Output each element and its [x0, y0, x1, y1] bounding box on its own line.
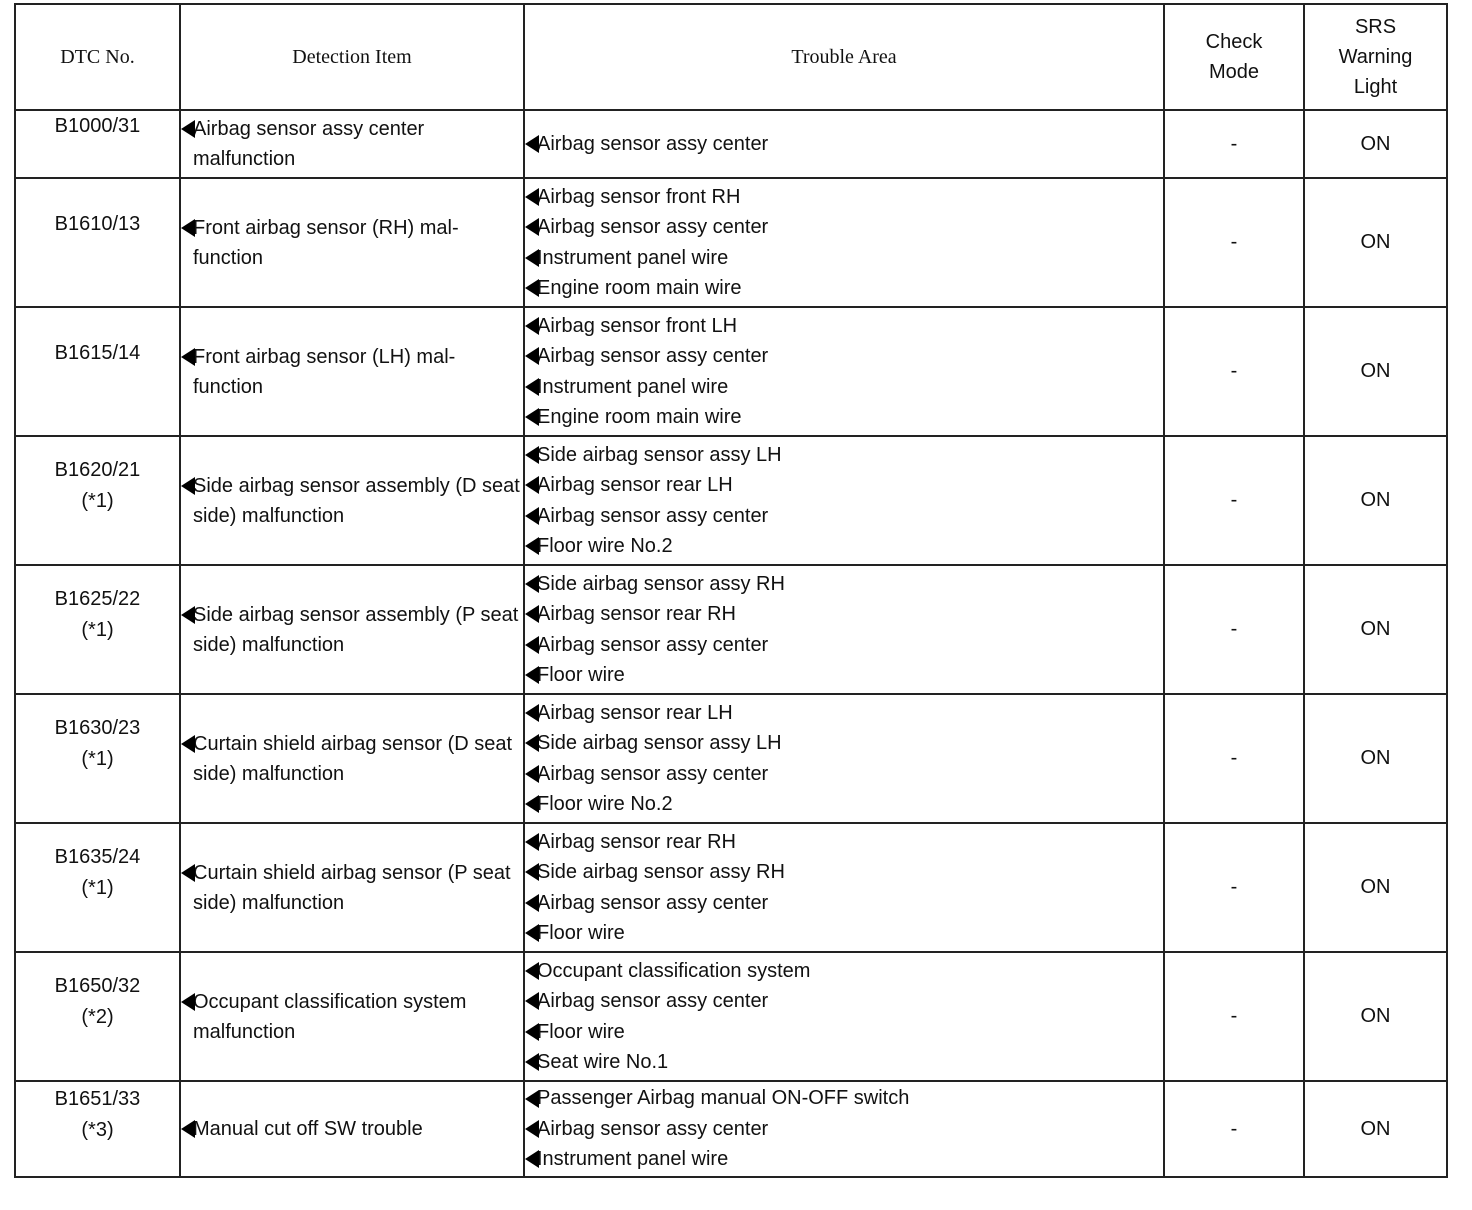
dtc-code-cell	[15, 178, 180, 307]
srs-light-cell	[1304, 307, 1447, 436]
trouble-area-item: Seat wire No.1	[525, 1047, 1163, 1077]
dtc-code: B1651/33	[54, 1088, 141, 1110]
srs-light-value: ON	[1360, 876, 1391, 898]
srs-light-cell	[1304, 1081, 1447, 1177]
trouble-area-item: Occupant classification system	[525, 956, 1163, 986]
dtc-code: B1610/13	[54, 213, 141, 235]
dtc-note: (*1)	[81, 490, 114, 512]
dtc-code-cell	[15, 823, 180, 952]
dtc-code: B1615/14	[54, 342, 141, 364]
dtc-code-cell	[15, 952, 180, 1081]
trouble-area-item: Floor wire No.2	[525, 531, 1163, 561]
detection-item-cell	[180, 823, 524, 952]
check-mode-value: -	[1230, 360, 1238, 382]
detection-item-cell	[180, 694, 524, 823]
check-mode-value: -	[1230, 876, 1238, 898]
trouble-area-cell	[524, 110, 1164, 178]
detection-item-cell	[180, 110, 524, 178]
trouble-area-item: Floor wire	[525, 660, 1163, 690]
check-mode-value: -	[1230, 747, 1238, 769]
trouble-area-cell	[524, 178, 1164, 307]
check-mode-value: -	[1230, 132, 1238, 155]
detection-item: Curtain shield airbag sensor (D seat side) malfunction	[181, 729, 523, 789]
srs-light-cell	[1304, 110, 1447, 178]
check-mode-cell	[1164, 952, 1304, 1081]
detection-item-cell	[180, 952, 524, 1081]
srs-light-value: ON	[1360, 489, 1391, 511]
dtc-code: B1000/31	[54, 115, 141, 137]
trouble-area-item: Side airbag sensor assy RH	[525, 857, 1163, 887]
table-row	[15, 1081, 1447, 1177]
trouble-area-cell	[524, 823, 1164, 952]
check-mode-cell	[1164, 307, 1304, 436]
table-row	[15, 823, 1447, 952]
srs-light-value: ON	[1360, 618, 1391, 640]
trouble-area-item: Instrument panel wire	[525, 243, 1163, 273]
header-trouble-area: Trouble Area	[524, 4, 1164, 110]
header-check-mode: Check Mode	[1164, 4, 1304, 110]
srs-light-cell	[1304, 436, 1447, 565]
trouble-area-cell	[524, 565, 1164, 694]
trouble-area-item: Airbag sensor assy center	[525, 986, 1163, 1016]
trouble-area-item: Airbag sensor assy center	[525, 129, 1163, 159]
detection-item: Occupant classification system malfunction	[181, 987, 523, 1047]
detection-item-cell	[180, 565, 524, 694]
table-row	[15, 952, 1447, 1081]
trouble-area-item: Airbag sensor rear RH	[525, 827, 1163, 857]
srs-light-value: ON	[1360, 132, 1391, 155]
dtc-code: B1625/22	[54, 588, 141, 610]
srs-light-cell	[1304, 694, 1447, 823]
trouble-area-item: Airbag sensor assy center	[525, 341, 1163, 371]
detection-item-cell	[180, 307, 524, 436]
check-mode-value: -	[1230, 1005, 1238, 1027]
srs-light-value: ON	[1360, 231, 1391, 253]
header-detection-item: Detection Item	[180, 4, 524, 110]
dtc-code: B1620/21	[54, 459, 141, 481]
trouble-area-cell	[524, 307, 1164, 436]
check-mode-cell	[1164, 694, 1304, 823]
header-row	[15, 4, 1447, 110]
trouble-area-item: Airbag sensor rear LH	[525, 470, 1163, 500]
detection-item: Side airbag sensor assembly (D seat side) malfunction	[181, 471, 523, 531]
trouble-area-cell	[524, 694, 1164, 823]
detection-item-cell	[180, 178, 524, 307]
table-row	[15, 178, 1447, 307]
table-row	[15, 307, 1447, 436]
detection-item: Manual cut off SW trouble	[181, 1114, 523, 1144]
check-mode-value: -	[1230, 1117, 1238, 1140]
trouble-area-item: Airbag sensor assy center	[525, 501, 1163, 531]
dtc-code: B1630/23	[54, 717, 141, 739]
trouble-area-item: Airbag sensor assy center	[525, 630, 1163, 660]
srs-light-cell	[1304, 565, 1447, 694]
check-mode-cell	[1164, 178, 1304, 307]
trouble-area-item: Floor wire	[525, 1017, 1163, 1047]
dtc-code: B1635/24	[54, 846, 141, 868]
detection-item: Airbag sensor assy center malfunction	[181, 114, 523, 174]
check-mode-value: -	[1230, 618, 1238, 640]
trouble-area-cell	[524, 436, 1164, 565]
header-dtc-no: DTC No.	[15, 4, 180, 110]
detection-item-cell	[180, 436, 524, 565]
dtc-code: B1650/32	[54, 975, 141, 997]
trouble-area-item: Instrument panel wire	[525, 372, 1163, 402]
srs-light-cell	[1304, 178, 1447, 307]
detection-item: Front airbag sensor (LH) mal-function	[181, 342, 523, 402]
trouble-area-item: Side airbag sensor assy RH	[525, 569, 1163, 599]
table-row	[15, 436, 1447, 565]
dtc-note: (*1)	[81, 877, 114, 899]
trouble-area-item: Floor wire	[525, 918, 1163, 948]
check-mode-cell	[1164, 823, 1304, 952]
trouble-area-item: Floor wire No.2	[525, 789, 1163, 819]
dtc-note: (*1)	[81, 619, 114, 641]
dtc-code-cell	[15, 436, 180, 565]
trouble-area-item: Side airbag sensor assy LH	[525, 440, 1163, 470]
dtc-note: (*2)	[81, 1006, 114, 1028]
dtc-code-cell	[15, 1081, 180, 1177]
srs-light-value: ON	[1360, 747, 1391, 769]
dtc-table	[14, 3, 1448, 1178]
header-srs-warning-light: SRS Warning Light	[1304, 4, 1447, 110]
trouble-area-item: Passenger Airbag manual ON-OFF switch	[525, 1083, 1163, 1113]
detection-item: Front airbag sensor (RH) mal-function	[181, 213, 523, 273]
detection-item: Side airbag sensor assembly (P seat side) malfunction	[181, 600, 523, 660]
check-mode-cell	[1164, 565, 1304, 694]
detection-item-cell	[180, 1081, 524, 1177]
trouble-area-item: Airbag sensor assy center	[525, 212, 1163, 242]
trouble-area-item: Instrument panel wire	[525, 1144, 1163, 1174]
dtc-code-cell	[15, 565, 180, 694]
trouble-area-item: Airbag sensor rear LH	[525, 698, 1163, 728]
table-row	[15, 565, 1447, 694]
dtc-code-cell	[15, 307, 180, 436]
trouble-area-item: Airbag sensor rear RH	[525, 599, 1163, 629]
check-mode-value: -	[1230, 231, 1238, 253]
check-mode-cell	[1164, 110, 1304, 178]
check-mode-cell	[1164, 436, 1304, 565]
srs-light-value: ON	[1360, 1117, 1391, 1140]
trouble-area-cell	[524, 1081, 1164, 1177]
trouble-area-item: Airbag sensor front LH	[525, 311, 1163, 341]
detection-item: Curtain shield airbag sensor (P seat side) malfunction	[181, 858, 523, 918]
table-row	[15, 694, 1447, 823]
trouble-area-cell	[524, 952, 1164, 1081]
check-mode-value: -	[1230, 489, 1238, 511]
trouble-area-item: Engine room main wire	[525, 273, 1163, 303]
table-row	[15, 110, 1447, 178]
trouble-area-item: Airbag sensor assy center	[525, 759, 1163, 789]
dtc-code-cell	[15, 694, 180, 823]
srs-light-value: ON	[1360, 1005, 1391, 1027]
srs-light-cell	[1304, 952, 1447, 1081]
srs-light-cell	[1304, 823, 1447, 952]
trouble-area-item: Side airbag sensor assy LH	[525, 728, 1163, 758]
dtc-code-cell	[15, 110, 180, 178]
trouble-area-item: Airbag sensor assy center	[525, 888, 1163, 918]
check-mode-cell	[1164, 1081, 1304, 1177]
trouble-area-item: Airbag sensor assy center	[525, 1114, 1163, 1144]
srs-light-value: ON	[1360, 360, 1391, 382]
trouble-area-item: Engine room main wire	[525, 402, 1163, 432]
dtc-note: (*1)	[81, 748, 114, 770]
trouble-area-item: Airbag sensor front RH	[525, 182, 1163, 212]
dtc-note: (*3)	[81, 1119, 114, 1141]
